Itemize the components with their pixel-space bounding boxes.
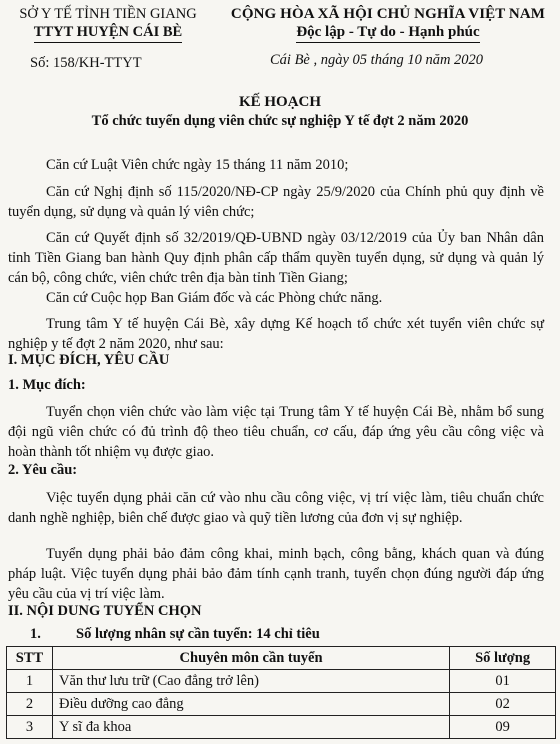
row-quantity: 02 [450, 693, 556, 716]
table-row [7, 716, 556, 739]
section-1-2-text-2: Tuyển dụng phải bảo đảm công khai, minh bạch, công bằng, khách quan và đúng pháp luật. Việc tuyển dụng phải bảo đảm tính cạnh tranh, tuyển chọn đúng người đáp ứng yêu cầu của vị trí việc làm. [8, 546, 544, 602]
table-row [7, 693, 556, 716]
document-number: Số: 158/KH-TTYT [30, 55, 142, 71]
section-1-2-heading: 2. Yêu cầu: [8, 462, 78, 478]
issuing-org [8, 6, 208, 43]
preamble-5: Trung tâm Y tế huyện Cái Bè, xây dựng Kế hoạch tổ chức xét tuyển viên chức sự nghiệp y tế đợt 2 năm 2020, như sau: [8, 316, 544, 352]
section-2-1-heading: Số lượng nhân sự cần tuyển: 14 chỉ tiêu [76, 626, 320, 642]
section-2-heading: II. NỘI DUNG TUYỂN CHỌN [8, 603, 202, 619]
preamble-1: Căn cứ Luật Viên chức ngày 15 tháng 11 năm 2010; [46, 157, 349, 173]
row-specialty: Y sĩ đa khoa [52, 716, 449, 739]
section-1-1-heading: 1. Mục đích: [8, 377, 86, 393]
staffing-table [6, 646, 556, 739]
national-header [222, 6, 554, 43]
section-1-heading: I. MỤC ĐÍCH, YÊU CẦU [8, 352, 170, 368]
document-title: KẾ HOẠCH [238, 94, 322, 110]
document-date: Cái Bè , ngày 05 tháng 10 năm 2020 [270, 52, 484, 68]
section-2-1-number: 1. [30, 626, 41, 642]
row-quantity: 01 [450, 670, 556, 693]
row-index: 2 [7, 693, 53, 716]
column-header-quantity: Số lượng [450, 647, 556, 670]
section-1-1-text: Tuyển chọn viên chức vào làm việc tại Trung tâm Y tế huyện Cái Bè, nhằm bổ sung đội ngũ viên chức có đủ trình độ theo tiêu chuẩn, cơ cấu, đáp ứng yêu cầu công việc và hoàn thành tốt nhiệm vụ được giao. [8, 404, 544, 460]
row-index: 3 [7, 716, 53, 739]
row-specialty: Văn thư lưu trữ (Cao đẳng trở lên) [52, 670, 449, 693]
preamble-3: Căn cứ Quyết định số 32/2019/QĐ-UBND ngày 03/12/2019 của Ủy ban Nhân dân tỉnh Tiền Giang ban hành Quy định phân cấp thẩm quyền tuyển dụng, sử dụng và quản lý cán bộ, công chức, viên chức trên địa bàn tỉnh Tiền Giang; [8, 230, 544, 286]
table-row [7, 670, 556, 693]
national-motto: Độc lập - Tự do - Hạnh phúc [296, 23, 479, 43]
column-header-specialty: Chuyên môn cần tuyển [52, 647, 449, 670]
row-index: 1 [7, 670, 53, 693]
column-header-stt: STT [7, 647, 53, 670]
document-subtitle: Tổ chức tuyển dụng viên chức sự nghiệp Y tế đợt 2 năm 2020 [91, 113, 469, 129]
preamble-4: Căn cứ Cuộc họp Ban Giám đốc và các Phòng chức năng. [46, 290, 383, 306]
org-line-1: SỞ Y TẾ TỈNH TIỀN GIANG [19, 6, 197, 22]
table-header-row [7, 647, 556, 670]
preamble-2: Căn cứ Nghị định số 115/2020/NĐ-CP ngày 25/9/2020 của Chính phủ quy định về tuyển dụng, sử dụng và quản lý viên chức; [8, 184, 544, 220]
section-1-2-text-1: Việc tuyển dụng phải căn cứ vào nhu cầu công việc, vị trí việc làm, tiêu chuẩn chức danh nghề nghiệp, biên chế được giao và quỹ tiền lương của đơn vị sự nghiệp. [8, 490, 544, 526]
row-specialty: Điều dưỡng cao đẳng [52, 693, 449, 716]
row-quantity: 09 [450, 716, 556, 739]
country-name: CỘNG HÒA XÃ HỘI CHỦ NGHĨA VIỆT NAM [230, 6, 546, 22]
org-line-2: TTYT HUYỆN CÁI BÈ [34, 23, 182, 43]
